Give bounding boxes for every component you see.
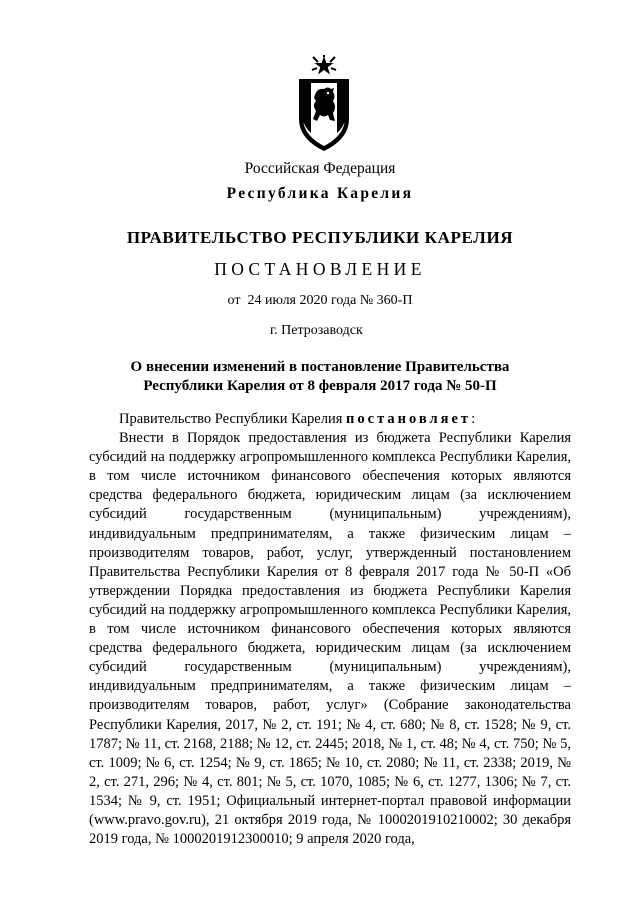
republic-name: Республика Карелия [226,185,414,202]
document-date-number: от 24 июля 2020 года № 360-П [227,293,413,308]
body-paragraph: Внести в Порядок предоставления из бюджета Республики Карелия субсидий на поддержку агропромышленного комплекса Республики Карелия, в том числе источником финансового обеспечения которых являются средства федерального бюджета, юридическим лицам (за исключением субсидий государственным (муниципальным) учреждениям), индивидуальным предпринимателям, а также физическим лицам – производителям товаров, работ, услуг, утвержденный постановлением Правительства Республики Карелия от 8 февраля 2017 года № 50-П «Об утверждении Порядка предоставления из бюджета Республики Карелия субсидий на поддержку агропромышленного комплекса Республики Карелия, в том числе источником финансового обеспечения которых являются средства федерального бюджета, юридическим лицам (за исключением субсидий государственным (муниципальным) учреждениям), индивидуальным предпринимателям, а также физическим лицам – производителям товаров, работ, услуг» (Собрание законодательства Республики Карелия, 2017, № 2, ст. 191; № 4, ст. 680; № 8, ст. 1528; № 9, ст. 1787; № 11, ст. 2168, 2188; № 12, ст. 2445; 2018, № 1, ст. 48; № 4, ст. 750; № 5, ст. 1009; № 6, ст. 1254; № 9, ст. 1865; № 10, ст. 2080; № 11, ст. 2338; 2019, № 2, ст. 271, 296; № 4, ст. 801; № 5, ст. 1070, 1085; № 6, ст. 1277, 1306; № 7, ст. 1534; № 9, ст. 1951; Официальный интернет-портал правовой информации (www.pravo.gov.ru), 21 октября 2019 года, № 1000201910210002; 30 декабря 2019 года, № 1000201912300010; 9 апреля 2020 года, [89,430,571,848]
intro-suffix: : [471,411,476,427]
intro-line [89,410,571,429]
intro-prefix: Правительство Республики Карелия [119,411,347,427]
title-line-2: Республики Карелия от 8 февраля 2017 года № 50-П [143,378,497,394]
karelia-coat-of-arms-icon [295,55,353,153]
document-type: ПОСТАНОВЛЕНИЕ [214,259,426,279]
country-name: Российская Федерация [244,160,396,177]
document-body [89,410,571,849]
decree-verb: постановляет [346,411,472,427]
title-line-1: О внесении изменений в постановление Правительства [130,359,510,375]
document-title [0,358,640,396]
city-name: г. Петрозаводск [270,323,363,338]
government-name: ПРАВИТЕЛЬСТВО РЕСПУБЛИКИ КАРЕЛИЯ [126,228,514,247]
